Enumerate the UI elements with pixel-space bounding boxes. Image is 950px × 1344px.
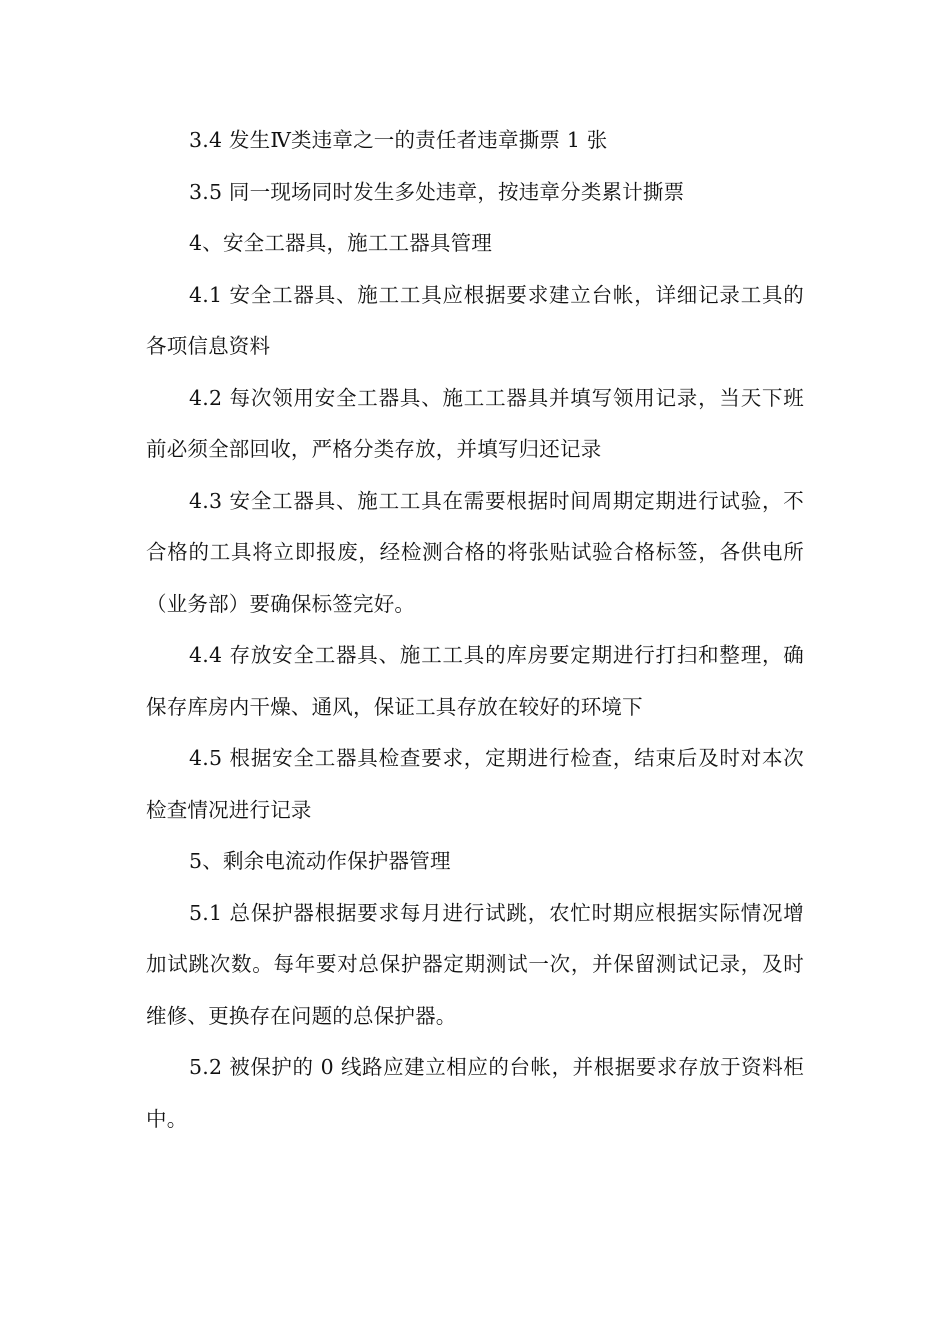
- document-body: [146, 115, 804, 1145]
- section-heading-4: 4、安全工器具，施工工器具管理: [189, 231, 493, 255]
- paragraph-3-5: 3.5 同一现场同时发生多处违章，按违章分类累计撕票: [189, 179, 685, 204]
- paragraph-4-2: 4.2 每次领用安全工器具、施工工器具并填写领用记录，当天下班前必须全部回收，严格分类存放，并填写归还记录: [146, 385, 804, 461]
- paragraph-3-4: 3.4 发生Ⅳ类违章之一的责任者违章撕票 1 张: [189, 128, 608, 152]
- paragraph-4-1: 4.1 安全工器具、施工工具应根据要求建立台帐，详细记录工具的各项信息资料: [146, 282, 804, 358]
- paragraph-4-3: 4.3 安全工器具、施工工具在需要根据时间周期定期进行试验，不合格的工具将立即报废，经检测合格的将张贴试验合格标签，各供电所（业务部）要确保标签完好。: [146, 488, 804, 616]
- paragraph-4-4: 4.4 存放安全工器具、施工工具的库房要定期进行打扫和整理，确保存库房内干燥、通风，保证工具存放在较好的环境下: [146, 643, 804, 719]
- section-heading-5: 5、剩余电流动作保护器管理: [189, 849, 451, 873]
- paragraph-4-5: 4.5 根据安全工器具检查要求，定期进行检查，结束后及时对本次检查情况进行记录: [146, 746, 804, 822]
- paragraph-5-2: 5.2 被保护的 0 线路应建立相应的台帐，并根据要求存放于资料柜中。: [146, 1055, 804, 1131]
- paragraph-5-1: 5.1 总保护器根据要求每月进行试跳，农忙时期应根据实际情况增加试跳次数。每年要对总保护器定期测试一次，并保留测试记录，及时维修、更换存在问题的总保护器。: [146, 900, 804, 1028]
